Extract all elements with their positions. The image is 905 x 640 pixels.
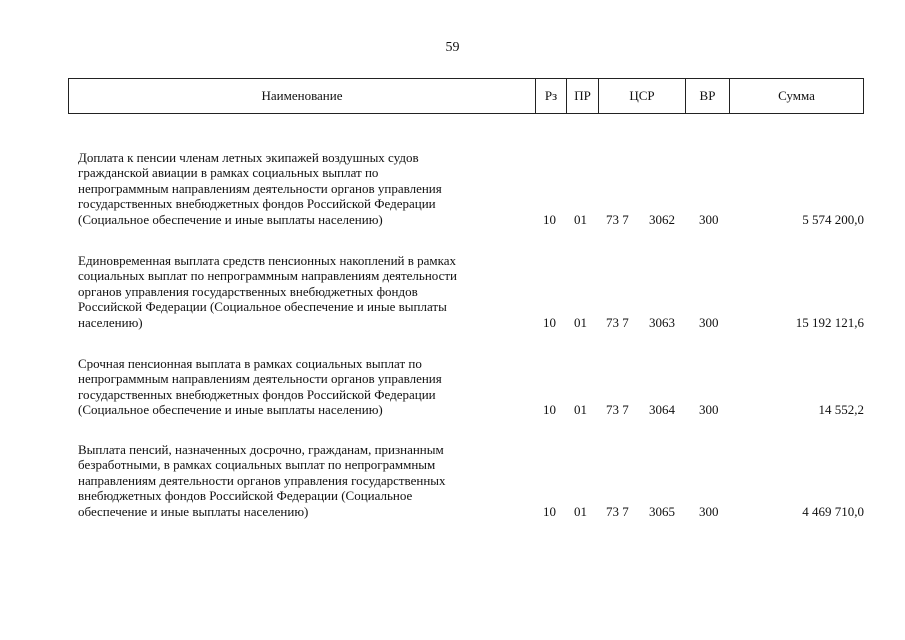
table-row	[78, 150, 864, 227]
description-line: государственных внебюджетных фондов Российской Федерации	[78, 196, 436, 212]
pr-value: 01	[574, 402, 587, 418]
sum-value: 5 574 200,0	[802, 211, 864, 227]
sum-value: 4 469 710,0	[802, 503, 864, 519]
csr-code-value: 3065	[649, 503, 675, 519]
row-codes	[78, 402, 864, 418]
description-line: Выплата пенсий, назначенных досрочно, гражданам, признанным	[78, 442, 444, 457]
csr-program-value: 73 7	[606, 314, 629, 330]
description-line: населению)	[78, 314, 143, 330]
table-row	[78, 442, 864, 519]
description-line: безработными, в рамках социальных выплат по непрограммным	[78, 457, 436, 473]
description-line: направлениям деятельности органов управления государственных	[78, 472, 446, 488]
column-header-csr: ЦСР	[598, 79, 685, 113]
pr-value: 01	[574, 503, 587, 519]
rz-value: 10	[543, 211, 556, 227]
column-header-name: Наименование	[261, 88, 343, 103]
row-codes	[78, 314, 864, 330]
csr-code-value: 3062	[649, 211, 675, 227]
description-line: Доплата к пенсии членам летных экипажей воздушных судов	[78, 150, 419, 165]
description-line: государственных внебюджетных фондов Российской Федерации	[78, 386, 436, 402]
row-codes	[78, 503, 864, 519]
description-line: социальных выплат по непрограммным направлениям деятельности	[78, 268, 458, 284]
column-header-sum: Сумма	[729, 79, 863, 113]
vr-value: 300	[699, 402, 719, 418]
vr-value: 300	[699, 503, 719, 519]
table-header	[68, 78, 864, 114]
description-line: (Социальное обеспечение и иные выплаты населению)	[78, 211, 383, 227]
description-line: Срочная пенсионная выплата в рамках социальных выплат по	[78, 356, 422, 371]
description-line: Единовременная выплата средств пенсионных накоплений в рамках	[78, 253, 457, 268]
description-line: непрограммным направлениям деятельности органов управления	[78, 371, 442, 387]
csr-program-value: 73 7	[606, 503, 629, 519]
table-row	[78, 356, 864, 418]
page-number: 59	[445, 40, 460, 55]
row-codes	[78, 211, 864, 227]
rz-value: 10	[543, 402, 556, 418]
description-line: органов управления государственных внебюджетных фондов	[78, 283, 418, 299]
csr-code-value: 3063	[649, 314, 675, 330]
description-line: (Социальное обеспечение и иные выплаты населению)	[78, 402, 383, 418]
csr-code-value: 3064	[649, 402, 675, 418]
description-line: непрограммным направлениям деятельности органов управления	[78, 180, 442, 196]
description-line: обеспечение и иные выплаты населению)	[78, 503, 309, 519]
csr-program-value: 73 7	[606, 211, 629, 227]
sum-value: 15 192 121,6	[795, 314, 864, 330]
column-header-rz: Рз	[535, 79, 566, 113]
pr-value: 01	[574, 211, 587, 227]
rz-value: 10	[543, 503, 556, 519]
sum-value: 14 552,2	[818, 402, 864, 418]
column-header-pr: ПР	[566, 79, 598, 113]
description-line: гражданской авиации в рамках социальных выплат по	[78, 165, 379, 181]
description-line: внебюджетных фондов Российской Федерации (Социальное	[78, 488, 413, 504]
table-row	[78, 253, 864, 330]
column-header-vr: ВР	[685, 79, 729, 113]
pr-value: 01	[574, 314, 587, 330]
description-line: Российской Федерации (Социальное обеспечение и иные выплаты	[78, 299, 447, 315]
vr-value: 300	[699, 314, 719, 330]
csr-program-value: 73 7	[606, 402, 629, 418]
rz-value: 10	[543, 314, 556, 330]
vr-value: 300	[699, 211, 719, 227]
